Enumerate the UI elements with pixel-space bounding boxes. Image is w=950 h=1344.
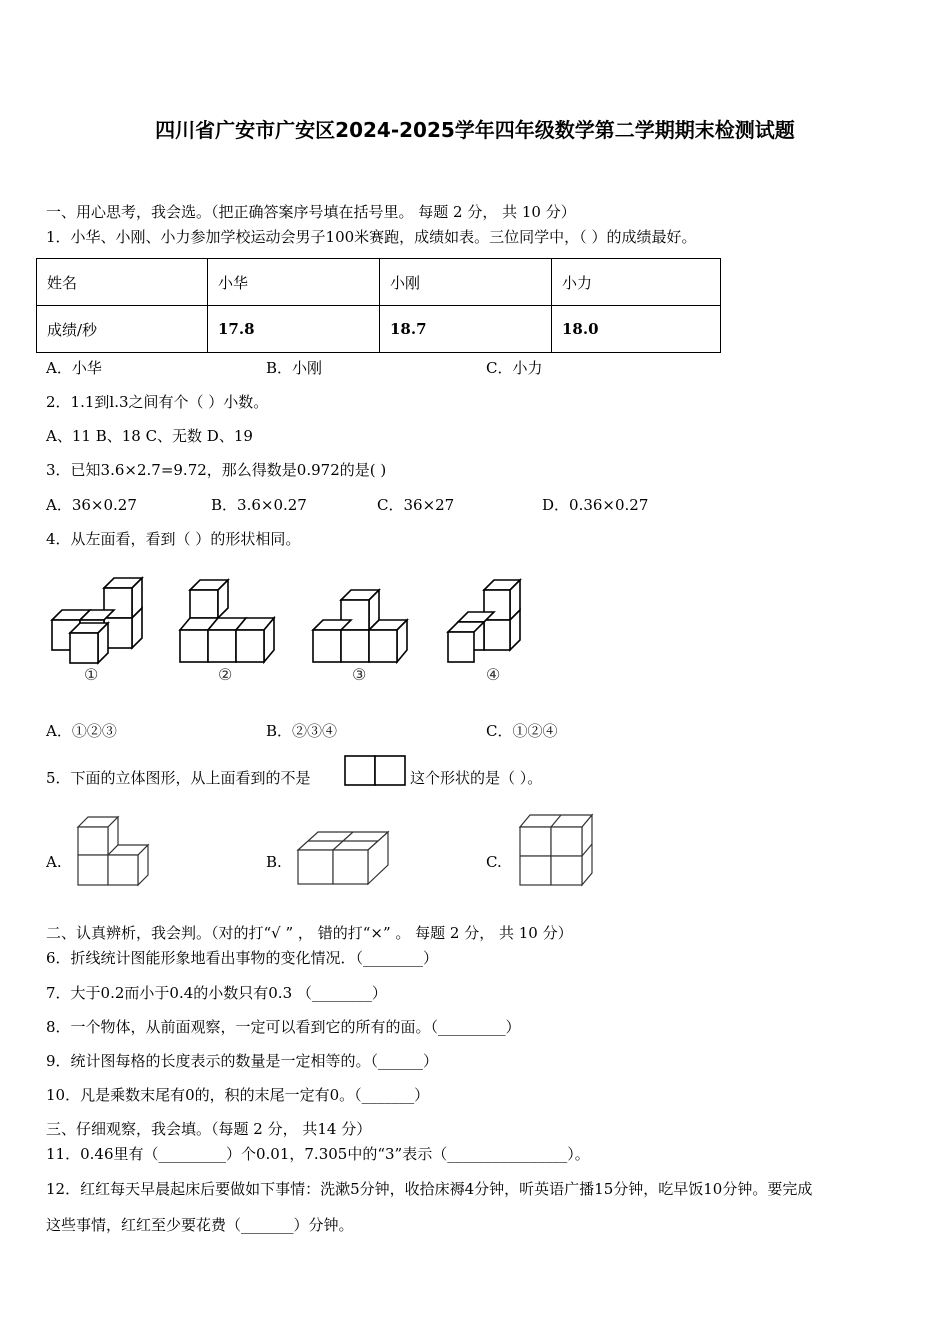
section-1-heading: 一、用心思考，我会选。（把正确答案序号填在括号里。 每题 2 分， 共 10 分）: [46, 203, 576, 221]
table-cell: 小力: [552, 259, 721, 306]
table-cell: 17.8: [208, 306, 380, 353]
q1-option-c: C．小力: [486, 359, 543, 377]
section-2-heading: 二、认真辨析，我会判。（对的打“√ ” ， 错的打“×” 。 每题 2 分， 共 10 分）: [46, 924, 573, 942]
figure-label-4: ④: [486, 665, 501, 684]
q3-option-b: B．3.6×0.27: [211, 496, 307, 514]
question-6: 6．折线统计图能形象地看出事物的变化情况．（________）: [46, 949, 439, 967]
q2-options: A、11 B、18 C、无数 D、19: [46, 427, 253, 445]
table-cell: 成绩/秒: [37, 306, 208, 353]
q1-option-a: A．小华: [46, 359, 102, 377]
question-10: 10．凡是乘数末尾有0的，积的末尾一定有0。（_______）: [46, 1086, 430, 1104]
section-3-heading: 三、仔细观察，我会填。（每题 2 分， 共14 分）: [46, 1120, 372, 1138]
table-cell: 18.7: [380, 306, 552, 353]
q5-option-a: A.: [46, 853, 62, 871]
cube-figure-2: [180, 578, 280, 666]
figure-label-3: ③: [352, 665, 367, 684]
question-8: 8．一个物体，从前面观察，一定可以看到它的所有的面。（_________）: [46, 1018, 521, 1036]
question-2-stem: 2．1.1到l.3之间有个（ ）小数。: [46, 393, 269, 411]
q5-solid-c: [518, 813, 596, 889]
q4-option-c: C．①②④: [486, 722, 558, 740]
q1-option-b: B．小刚: [266, 359, 323, 377]
q5-solid-b: [296, 830, 392, 888]
cube-figure-3: [313, 588, 413, 666]
figure-label-1: ①: [84, 665, 99, 684]
score-table: [36, 258, 721, 353]
q3-option-d: D．0.36×0.27: [542, 496, 649, 514]
cube-figure-1: [52, 578, 147, 666]
q3-option-a: A．36×0.27: [46, 496, 137, 514]
q3-option-c: C．36×27: [377, 496, 455, 514]
question-3-stem: 3．已知3.6×2.7=9.72，那么得数是0.972的是( ): [46, 461, 387, 479]
question-12-line-1: 12．红红每天早晨起床后要做如下事情：洗漱5分钟，收拾床褥4分钟，听英语广播15分钟，吃早饭10分钟。要完成: [46, 1180, 813, 1198]
table-row: [37, 259, 721, 306]
cube-figure-4: [448, 578, 528, 666]
question-5-stem-a: 5．下面的立体图形，从上面看到的不是: [46, 769, 311, 787]
figure-label-2: ②: [218, 665, 233, 684]
q4-option-a: A．①②③: [46, 722, 117, 740]
question-11: 11．0.46里有（_________）个0.01，7.305中的“3”表示（________________）。: [46, 1145, 590, 1163]
table-cell: 小华: [208, 259, 380, 306]
q5-solid-a: [76, 815, 154, 889]
q4-option-b: B．②③④: [266, 722, 338, 740]
question-12-line-2: 这些事情，红红至少要花费（_______）分钟。: [46, 1216, 354, 1234]
question-9: 9．统计图每格的长度表示的数量是一定相等的。（______）: [46, 1052, 439, 1070]
page-title: 四川省广安市广安区2024-2025学年四年级数学第二学期期末检测试题: [155, 118, 795, 142]
table-cell: 姓名: [37, 259, 208, 306]
q5-option-c: C.: [486, 853, 502, 871]
question-7: 7．大于0.2而小于0.4的小数只有0.3 （________）: [46, 984, 387, 1002]
q5-option-b: B.: [266, 853, 282, 871]
question-5-stem-b: 这个形状的是（ ）。: [410, 769, 543, 787]
question-1-stem: 1．小华、小刚、小力参加学校运动会男子100米赛跑，成绩如表。三位同学中，（ ）的成绩最好。: [46, 228, 697, 246]
table-cell: 18.0: [552, 306, 721, 353]
table-row: [37, 306, 721, 353]
question-4-stem: 4．从左面看，看到（ ）的形状相同。: [46, 530, 301, 548]
two-square-shape-icon: [344, 755, 408, 787]
table-cell: 小刚: [380, 259, 552, 306]
